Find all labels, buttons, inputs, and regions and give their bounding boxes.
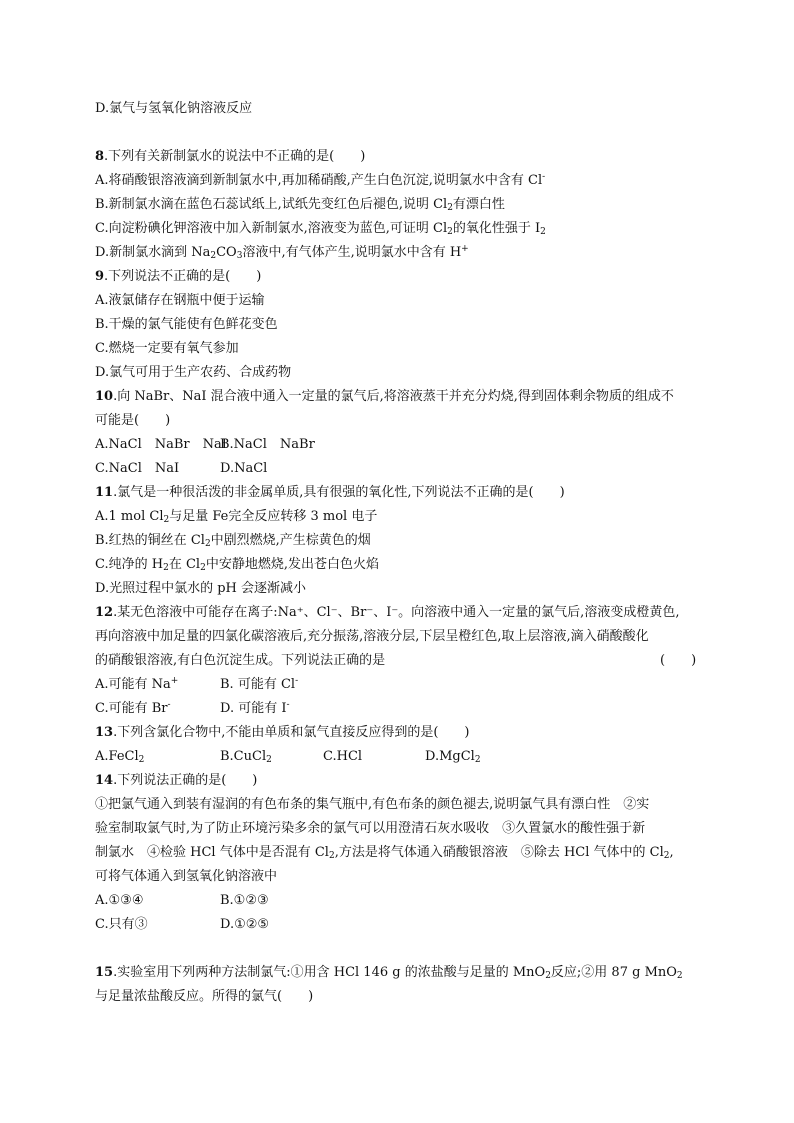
q14-body-text-3-mid: ,方法是将气体通入硝酸银溶液 ⑤除去 HCl 气体中的 Cl (334, 845, 664, 860)
q11-option-d-text: D.光照过程中氯水的 pH 会逐渐减小 (95, 581, 307, 596)
q9-option-c-text: C.燃烧一定要有氧气参加 (95, 341, 239, 356)
q8-option-d-sup: + (461, 244, 469, 254)
q11-option-b-sub: 2 (204, 539, 211, 549)
q12-option-c-text: C.可能有 Br (95, 701, 168, 716)
q9-option-b-text: B.干燥的氯气能使有色鲜花变色 (95, 317, 278, 332)
q14-option-c: C.只有③ (95, 917, 148, 932)
q11-option-c (95, 556, 379, 574)
q8-stem (95, 148, 365, 166)
q14-body-sub-1: 2 (328, 851, 335, 861)
q8-option-c-text: C.向淀粉碘化钾溶液中加入新制氯水,溶液变为蓝色,可证明 Cl (95, 221, 448, 236)
q12-answer-paren: ( ) (660, 653, 697, 668)
q11-option-c-sub2: 2 (200, 563, 206, 573)
q15-stem-sub-2: 2 (676, 971, 683, 981)
q8-option-b-text: B.新制氯水滴在蓝色石蕊试纸上,试纸先变红色后褪色,说明 Cl (95, 197, 448, 212)
q9-option-d-text: D.氯气可用于生产农药、合成药物 (95, 365, 292, 380)
q13-option-b-text: B.CuCl (220, 749, 267, 764)
q11-option-a-post: 与足量 Fe完全反应转移 3 mol 电子 (169, 509, 378, 524)
q11-option-d (95, 580, 306, 598)
q12-stem-line2 (95, 628, 649, 646)
q10-stem-line1 (95, 388, 674, 406)
q9-stem-text: .下列说法不正确的是( ) (104, 269, 262, 284)
q15-stem-line1 (95, 964, 683, 982)
q14-body-line4 (95, 868, 277, 886)
q8-option-d-sub2: 3 (236, 251, 243, 261)
q8-option-a-sup: - (542, 172, 546, 182)
q12-option-c (95, 700, 171, 718)
q15-stem-line2 (95, 988, 313, 1006)
q9-option-a (95, 292, 265, 310)
q10-option-c: C.NaCl NaI (95, 461, 180, 476)
q14-body-text-3-post: , (669, 845, 674, 860)
q11-option-c-mid: 在 Cl (168, 557, 201, 572)
q14-stem (95, 772, 257, 790)
q13-option-a (95, 748, 144, 766)
q9-option-c (95, 340, 239, 358)
q8-option-c-sub: 2 (447, 227, 453, 237)
q10-option-b: B.NaCl NaBr (220, 437, 315, 452)
q8-option-a-text: A.将硝酸银溶液滴到新制氯水中,再加稀硝酸,产生白色沉淀,说明氯水中含有 Cl (95, 173, 543, 188)
q15-stem-sub-1: 2 (545, 971, 551, 981)
q11-option-b-text: B.红热的铜丝在 Cl (95, 533, 205, 548)
q7-option-d (95, 100, 252, 118)
q12-option-a (95, 676, 178, 694)
q12-stem-line3 (95, 652, 385, 670)
q11-option-b (95, 532, 371, 550)
q13-stem-text: .下列含氯化合物中,不能由单质和氯气直接反应得到的是( ) (113, 725, 470, 740)
q12-stem-line1 (95, 604, 679, 622)
q12-option-d-text: D. 可能有 I (220, 701, 287, 716)
q12-stem-text-3: 的硝酸银溶液,有白色沉淀生成。下列说法正确的是 (95, 653, 386, 668)
q13-number: 13 (95, 725, 114, 740)
q11-option-a (95, 508, 377, 526)
q15-stem-text-1-post: 反应;②用 87 g MnO (550, 965, 677, 980)
q15-stem-text-2: 与足量浓盐酸反应。所得的氯气( ) (95, 989, 314, 1004)
q14-stem-text: .下列说法正确的是( ) (113, 773, 258, 788)
q8-option-b-sub: 2 (447, 203, 453, 213)
q14-body-line1 (95, 796, 649, 814)
q14-body-line3 (95, 844, 674, 862)
q10-stem-text-1: .向 NaBr、NaI 混合液中通入一定量的氯气后,将溶液蒸干并充分灼烧,得到固体剩余物质的组成不 (113, 389, 674, 404)
q10-number: 10 (95, 389, 114, 404)
q15-stem-text-1: .实验室用下列两种方法制氯气:①用含 HCl 146 g 的浓盐酸与足量的 MnO (113, 965, 546, 980)
q15-number: 15 (95, 965, 114, 980)
q13-option-a-text: A.FeCl (95, 749, 139, 764)
q11-stem-text: .氯气是一种很活泼的非金属单质,具有很强的氧化性,下列说法不正确的是( ) (113, 485, 565, 500)
q10-stem-text-2: 可能是( ) (95, 413, 171, 428)
q14-body-text-4: 可将气体通入到氢氧化钠溶液中 (95, 869, 278, 884)
q8-stem-text: .下列有关新制氯水的说法中不正确的是( ) (104, 149, 366, 164)
q12-option-b-sup: - (295, 676, 299, 686)
q11-number: 11 (95, 485, 114, 500)
q8-number: 8 (95, 149, 105, 164)
q12-option-a-text: A.可能有 Na (95, 677, 171, 692)
q12-option-a-sup: + (170, 676, 179, 686)
q12-option-c-sup: - (167, 700, 171, 710)
q8-option-d-sub: 2 (210, 251, 217, 261)
q14-body-text-2: 验室制取氯气时,为了防止环境污染多余的氯气可以用澄清石灰水吸收 ③久置氯水的酸性强于新 (95, 821, 646, 836)
q14-number: 14 (95, 773, 114, 788)
q10-option-d: D.NaCl (220, 461, 268, 476)
q12-stem-text-2: 再向溶液中加足量的四氯化碳溶液后,充分振荡,溶液分层,下层呈橙红色,取上层溶液,滴入硝酸酸化 (95, 629, 649, 644)
q8-option-c-mid: 的氧化性强于 I (452, 221, 541, 236)
q10-stem-line2 (95, 412, 170, 430)
q8-option-d-mid: CO (216, 245, 237, 260)
q11-option-c-sub: 2 (163, 563, 169, 573)
q8-option-c (95, 220, 546, 238)
q8-option-b-post: 有漂白性 (452, 197, 505, 212)
q12-option-d (220, 700, 290, 718)
q9-option-d (95, 364, 291, 382)
q13-option-b (220, 748, 272, 766)
q12-option-d-sup: - (286, 700, 290, 710)
q14-body-line2 (95, 820, 645, 838)
q9-stem (95, 268, 261, 286)
q13-option-d-sub: 2 (474, 755, 481, 765)
q8-option-d-text: D.新制氯水滴到 Na (95, 245, 211, 260)
q10-option-a: A.NaCl NaBr NaI (95, 437, 227, 452)
q11-option-b-post: 中剧烈燃烧,产生棕黄色的烟 (210, 533, 371, 548)
q13-option-b-sub: 2 (266, 755, 272, 765)
q8-option-c-sub2: 2 (540, 227, 546, 237)
q14-option-d: D.①②⑤ (220, 917, 270, 932)
q14-body-text-1: ①把氯气通入到装有湿润的有色布条的集气瓶中,有色布条的颜色褪去,说明氯气具有漂白性 ②实 (95, 797, 650, 812)
q7-option-d-text: D.氯气与氢氧化钠溶液反应 (95, 101, 253, 116)
q11-option-a-sub: 2 (163, 515, 170, 525)
q14-option-b: B.①②③ (220, 893, 269, 908)
q14-option-a: A.①③④ (95, 893, 144, 908)
q13-option-c: C.HCl (323, 749, 363, 764)
q12-option-b (220, 676, 298, 694)
q13-option-a-sub: 2 (138, 755, 145, 765)
q9-option-b (95, 316, 278, 334)
q8-option-d-post: 溶液中,有气体产生,说明氯水中含有 H (242, 245, 462, 260)
q13-option-d-text: D.MgCl (425, 749, 475, 764)
q9-number: 9 (95, 269, 105, 284)
q13-option-d (425, 748, 481, 766)
q12-number: 12 (95, 605, 114, 620)
q12-option-b-text: B. 可能有 Cl (220, 677, 296, 692)
q14-body-text-3: 制氯水 ④检验 HCl 气体中是否混有 Cl (95, 845, 329, 860)
q8-option-a (95, 172, 545, 190)
q13-stem (95, 724, 470, 742)
q11-stem (95, 484, 565, 502)
q9-option-a-text: A.液氯储存在钢瓶中便于运输 (95, 293, 265, 308)
q8-option-b (95, 196, 505, 214)
q8-option-d (95, 244, 469, 262)
q11-option-c-text: C.纯净的 H (95, 557, 164, 572)
q11-option-a-text: A.1 mol Cl (95, 509, 164, 524)
q12-stem-text-1: .某无色溶液中可能存在离子:Na⁺、Cl⁻、Br⁻、I⁻。向溶液中通入一定量的氯气后,溶液变成橙黄色, (113, 605, 680, 620)
q14-body-sub-2: 2 (663, 851, 670, 861)
q11-option-c-post: 中安静地燃烧,发出苍白色火焰 (205, 557, 379, 572)
